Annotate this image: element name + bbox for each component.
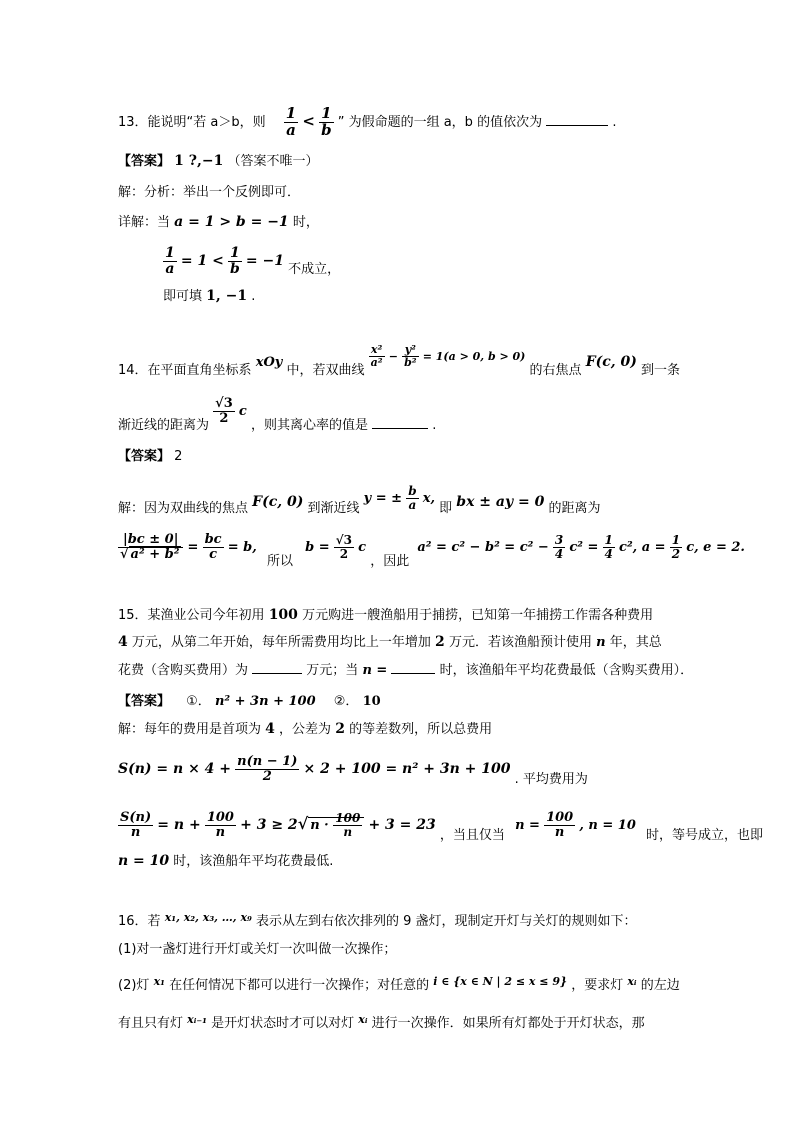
q14-hyperbola-y: $\frac{\text{y²}}{\text{b²}}$: [404, 343, 417, 369]
q13-lead: 13．能说明“若 a＞b，则: [118, 115, 266, 130]
q14-line1: 14．在平面直角坐标系 xOy 中，若双曲线 $\frac{\text{x²}}{\text{a²}}$ − $\frac{\text{y²}}{\text{b²}}$ $^{= 1(a > 0, b > 0)}$ 的右焦点 F(c, 0) 到一条: [118, 343, 681, 378]
q13-fill-line: 即可填 1, −1 .: [163, 288, 256, 304]
q15-blank-1: [252, 673, 302, 674]
q13-answer-blank: [546, 125, 608, 126]
q14-focus: F(c, 0): [585, 354, 637, 370]
q16-rule-2-cont: 有且只有灯 $^{xᵢ_{-1}}$ 是开灯状态时才可以对灯 $^{xᵢ}$ 进行一次操作．如果所有灯都处于开灯状态，那: [118, 1013, 645, 1031]
q15-line3: 花费（含购买费用）为 万元；当 n = 时，该渔船年平均花费最低（含购买费用）．: [118, 663, 694, 678]
q14-coord-system: xOy: [255, 355, 283, 370]
q16-lamp-sequence: x₁, x₂, x₃, …, x₉: [164, 911, 252, 924]
q13-answer-label: 【答案】: [118, 154, 171, 169]
q15-answer-label: 【答案】: [118, 694, 171, 709]
q13-less-than: <: [302, 112, 315, 130]
q14-line2: 渐近线的距离为 $\frac{√3}{2}$ c ，则其离心率的值是 .: [118, 396, 437, 433]
q14-distance-formula: $\frac{|bc \pm 0|}{\text{√ a² + b²}}$: [118, 533, 183, 561]
q13-fraction-rhs: $\frac{1}{b}$: [321, 104, 332, 139]
q14-answer-line: [118, 445, 182, 464]
q14-distance-fraction: $\frac{√3}{2}$: [215, 396, 233, 426]
q14-answer-value: 2: [174, 449, 183, 464]
q13-counterexample: $\frac{1}{a}$ = 1 < $\frac{1}{b}$ = −1 不成立，: [165, 245, 341, 277]
q15-answer-2: 10: [362, 694, 381, 709]
q15-blank-2: [391, 673, 435, 674]
q13-fill-values: 1, −1: [206, 288, 248, 304]
q13-answer-line: [118, 150, 318, 169]
q15-line2: 4 万元，从第二年开始，每年所需费用均比上一年增加 2 万元．若该渔船预计使用 n 年，其总: [118, 634, 662, 650]
q13-fraction-lhs: $\frac{1}{a}$: [285, 104, 297, 139]
q15-solution-line1: 解：每年的费用是首项为 4 ，公差为 2 的等差数列，所以总费用: [118, 721, 493, 737]
q15-average-cost: $\frac{S(n)}{n}$ = n + $\frac{100}{n}$ + 3 ≥ 2√ n · $\frac{100}{n}$ + 3 = 23 ，当且仅当 n = $\frac{100}{n}$ , n = 10 时，等号成立，也即: [120, 810, 764, 843]
q14-solution-line1: 解：因为双曲线的焦点 F(c, 0) 到渐近线 y = ± $\frac{b}{a}$ x, 即 bx ± ay = 0 的距离为: [118, 484, 601, 516]
q16-index-set: i ∈ {x ∈ N | 2 ≤ x ≤ 9}: [433, 975, 568, 988]
q15-line1: 15．某渔业公司今年初用 100 万元购进一艘渔船用于捕捞，已知第一年捕捞工作需各种费用: [118, 607, 654, 623]
q13-solution-analysis: 解：分析：举出一个反例即可．: [118, 185, 301, 200]
q16-line1: 16．若 $^{x_1, x_2, x_3, \dots, x_9}$ 表示从左到右依次排列的 9 盏灯，现制定开灯与关灯的规则如下：: [118, 911, 637, 929]
q14-answer-blank: [372, 428, 428, 429]
q15-conclusion: n = 10 时，该渔船年平均花费最低.: [118, 853, 334, 869]
q14-asymptote-slope: $\frac{b}{a}$: [408, 484, 417, 512]
q15-answer-line: 【答案】 ①． n² + 3n + 100 ②． 10: [118, 694, 381, 709]
q13-tail: ” 为假命题的一组 a，b 的值依次为: [337, 115, 543, 130]
q15-answer-1: n² + 3n + 100: [214, 694, 316, 709]
q14-hyperbola-x: $\frac{\text{x²}}{\text{a²}}$: [370, 343, 383, 369]
q15-total-cost: S(n) = n × 4 + $\frac{n(n - 1)}{2}$ × 2 + 100 = n² + 3n + 100 . 平均费用为: [118, 754, 588, 787]
q14-answer-label: 【答案】: [118, 449, 171, 464]
q13-not-hold: 不成立，: [288, 262, 341, 277]
q14-asymptote-equation: bx ± ay = 0: [456, 494, 545, 510]
q16-rule-2: (2)灯 $^{x_1}$ 在任何情况下都可以进行一次操作；对任意的 $^{i \in \{x \in N | 2 \le x \le 9\}}$ ，要求灯 $^{xᵢ}$ 的左边: [118, 975, 680, 993]
q13-line: 13．能说明“若 a＞b，则 $\frac{1}{a}$ < $\frac{1}{b}$ ” 为假命题的一组 a，b 的值依次为 .: [118, 104, 617, 139]
q13-answer-value: 1 ?,−1: [174, 153, 224, 169]
q13-condition-math: a = 1 > b = −1: [174, 214, 289, 230]
q14-solution-line2: $\frac{|bc \pm 0|}{\text{√ a² + b²}}$ = $\frac{bc}{c}$ = b, 所以 b = $\frac{√3}{2}$ c ，因此 a² = c² − b² = c² − $\frac{3}{4}$ c² = $\frac{1}{4}$ c², a = $\frac{1}{2}$ c, e = 2.: [120, 532, 745, 569]
q16-rule-1: (1)对一盏灯进行开灯或关灯一次叫做一次操作；: [118, 942, 397, 957]
q13-solution-detail: 详解：当 a = 1 > b = −1 时，: [118, 214, 319, 230]
q13-answer-note: （答案不唯一）: [227, 154, 319, 169]
